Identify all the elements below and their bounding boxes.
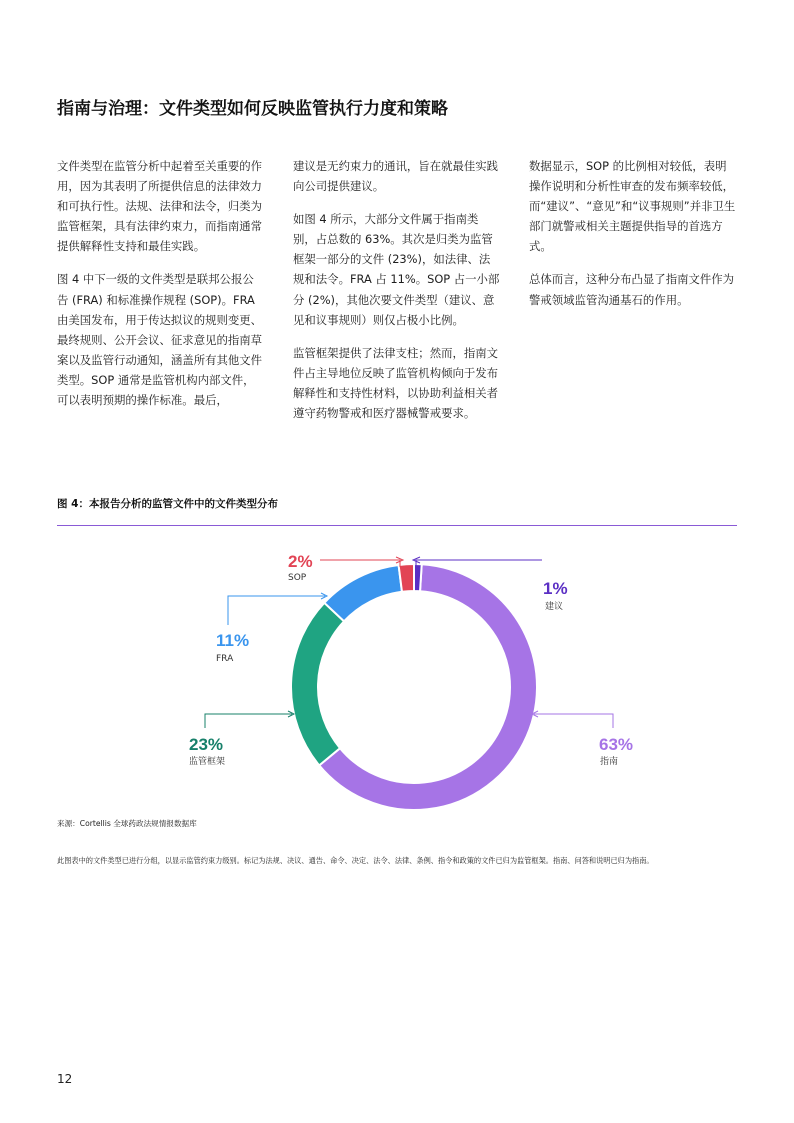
- label-framework-name: 监管框架: [189, 757, 226, 767]
- paragraph: 图 4 中下一级的文件类型是联邦公报公告 (FRA) 和标准操作规程 (SOP)。FRA 由美国发布，用于传达拟议的规则变更、最终规则、公开会议、征求意见的指南草案以及监管行动通知，涵盖所有其他文件类型。SOP 通常是监管机构内部文件，可以表明预期的操作标准。最后，: [57, 272, 263, 408]
- paragraph: 总体而言，这种分布凸显了指南文件作为警戒领域监管沟通基石的作用。: [529, 272, 735, 307]
- source-note: 来源：Cortellis 全球药政法规情报数据库: [57, 819, 197, 828]
- figure-footnote: 此图表中的文件类型已进行分组，以显示监管约束力级别。标记为法规、决议、通告、命令、决定、法令、法律、条例、指令和政策的文件已归为监管框架。指南、问答和说明已归为指南。: [57, 856, 654, 865]
- page-title: 指南与治理：文件类型如何反映监管执行力度和策略: [57, 99, 448, 119]
- label-sop-value: 2%: [288, 552, 313, 571]
- figure-caption: 图 4：本报告分析的监管文件中的文件类型分布: [57, 498, 278, 510]
- paragraph: 如图 4 所示，大部分文件属于指南类别，占总数的 63%。其次是归类为监管框架一部分的文件 (23%)，如法律、法规和法令。FRA 占 11%。SOP 占一小部分 (2%)，其他次要文件类型（建议、意见和议事规则）则仅占极小比例。: [293, 212, 500, 327]
- page-number: 12: [57, 1072, 73, 1086]
- paragraph: 监管框架提供了法律支柱；然而，指南文件占主导地位反映了监管机构倾向于发布解释性和支持性材料，以协助利益相关者遵守药物警戒和医疗器械警戒要求。: [293, 345, 499, 421]
- label-advice-value: 1%: [543, 579, 568, 598]
- label-framework-value: 23%: [189, 735, 224, 754]
- paragraph: 数据显示，SOP 的比例相对较低，表明操作说明和分析性审查的发布频率较低，而“建议”、“意见”和“议事规则”并非卫生部门就警戒相关主题提供指导的首选方式。: [529, 159, 736, 254]
- label-sop-name: SOP: [288, 573, 307, 583]
- donut-slices: [291, 564, 537, 810]
- donut-slice-2: [324, 565, 402, 621]
- donut-slice-4: [414, 564, 422, 591]
- label-fra-value: 11%: [216, 631, 250, 650]
- donut-slice-3: [399, 564, 414, 592]
- leader-line-framework: [205, 714, 292, 728]
- paragraph: 文件类型在监管分析中起着至关重要的作用，因为其表明了所提供信息的法律效力和可执行性。法规、法律和法令，归类为监管框架，具有法律约束力，而指南通常提供解释性支持和最佳实践。: [57, 159, 263, 254]
- donut-slice-1: [291, 603, 344, 766]
- label-guidance-value: 63%: [599, 735, 634, 754]
- label-advice-name: 建议: [545, 602, 564, 612]
- label-guidance-name: 指南: [600, 757, 619, 767]
- leader-line-guidance: [534, 714, 613, 728]
- label-fra-name: FRA: [216, 654, 234, 664]
- paragraph: 建议是无约束力的通讯，旨在就最佳实践向公司提供建议。: [293, 159, 499, 194]
